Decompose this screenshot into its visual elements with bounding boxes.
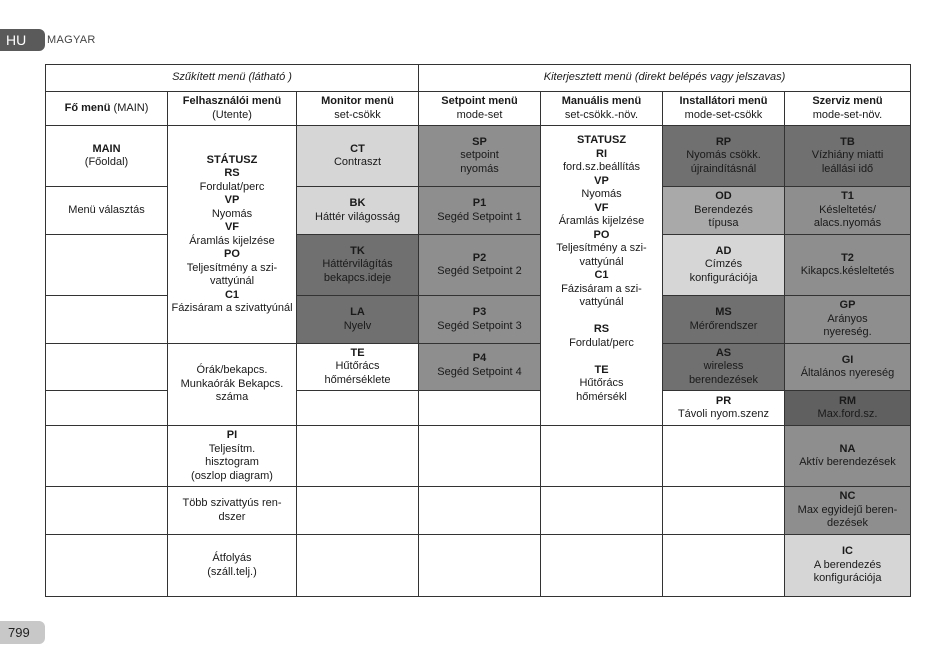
service-tb-cell: TB Vízhiány miatti leállási idő: [785, 126, 911, 187]
language-name: MAGYAR: [47, 34, 96, 46]
monitor-ct-cell: CT Contraszt: [297, 126, 419, 187]
installer-pr-cell: PR Távoli nyom.szenz: [663, 391, 785, 426]
main-empty-cell: [46, 235, 168, 296]
setpoint-p2-cell: P2 Segéd Setpoint 2: [419, 235, 541, 296]
monitor-bk-cell: BK Háttér világosság: [297, 187, 419, 235]
monitor-tk-cell: TK Háttérvilágítás bekapcs.ideje: [297, 235, 419, 296]
manual-empty-cell: [541, 487, 663, 535]
user-status-cell: STÁTUSZ RS Fordulat/perc VP Nyomás VF Áramlás kijelzése PO Teljesítmény a szi- vattyúnál C1 Fázisáram a szivattyúnál: [168, 126, 297, 344]
installer-empty-cell: [663, 487, 785, 535]
installer-rp-cell: RP Nyomás csökk. újraindításnál: [663, 126, 785, 187]
monitor-la-cell: LA Nyelv: [297, 296, 419, 344]
service-nc-cell: NC Max egyidejű beren- dezések: [785, 487, 911, 535]
service-t1-cell: T1 Késleltetés/ alacs.nyomás: [785, 187, 911, 235]
col-header-manual: Manuális menü set-csökk.-növ.: [541, 92, 663, 126]
service-ic-cell: IC A berendezés konfigurációja: [785, 535, 911, 597]
installer-empty-cell: [663, 426, 785, 487]
main-empty-cell: [46, 296, 168, 344]
col-header-setpoint: Setpoint menü mode-set: [419, 92, 541, 126]
manual-status-cell: STATUSZ RI ford.sz.beállítás VP Nyomás VF Áramlás kijelzése PO Teljesítmény a szi- vattyúnál C1 Fázisáram a szi- vattyúnál RS Fordulat/perc TE Hűtőrács hőmérsékl: [541, 126, 663, 426]
column-header-row: [46, 92, 911, 126]
setpoint-empty-cell: [419, 391, 541, 426]
setpoint-empty-cell: [419, 535, 541, 597]
setpoint-sp-cell: SP setpoint nyomás: [419, 126, 541, 187]
main-empty-cell: [46, 426, 168, 487]
monitor-te-cell: TE Hűtőrács hőmérséklete: [297, 344, 419, 391]
page-number: 799: [0, 621, 45, 644]
group-left-header: Szűkített menü (látható ): [46, 65, 419, 92]
manual-empty-cell: [541, 535, 663, 597]
table-row: [46, 426, 911, 487]
installer-empty-cell: [663, 535, 785, 597]
user-hours-cell: Órák/bekapcs. Munkaórák Bekapcs. száma: [168, 344, 297, 426]
user-flow-cell: Átfolyás (száll.telj.): [168, 535, 297, 597]
language-code: HU: [6, 32, 27, 48]
monitor-empty-cell: [297, 535, 419, 597]
service-gp-cell: GP Arányos nyereség.: [785, 296, 911, 344]
table-row: [46, 535, 911, 597]
language-badge: [0, 29, 45, 51]
main-empty-cell: [46, 391, 168, 426]
setpoint-p3-cell: P3 Segéd Setpoint 3: [419, 296, 541, 344]
table-row: [46, 487, 911, 535]
monitor-empty-cell: [297, 426, 419, 487]
table-row: [46, 344, 911, 391]
service-rm-cell: RM Max.ford.sz.: [785, 391, 911, 426]
service-gi-cell: GI Általános nyereség: [785, 344, 911, 391]
main-empty-cell: [46, 344, 168, 391]
main-cell: MAIN (Főoldal): [46, 126, 168, 187]
col-header-monitor: Monitor menü set-csökk: [297, 92, 419, 126]
user-multi-pump-cell: Több szivattyús ren- dszer: [168, 487, 297, 535]
setpoint-p4-cell: P4 Segéd Setpoint 4: [419, 344, 541, 391]
user-pi-cell: PI Teljesítm. hisztogram (oszlop diagram): [168, 426, 297, 487]
installer-ms-cell: MS Mérőrendszer: [663, 296, 785, 344]
monitor-empty-cell: [297, 487, 419, 535]
col-header-service: Szerviz menü mode-set-növ.: [785, 92, 911, 126]
table-row: [46, 126, 911, 187]
installer-od-cell: OD Berendezés típusa: [663, 187, 785, 235]
main-empty-cell: [46, 487, 168, 535]
installer-ad-cell: AD Címzés konfigurációja: [663, 235, 785, 296]
main-empty-cell: [46, 535, 168, 597]
service-t2-cell: T2 Kikapcs.késleltetés: [785, 235, 911, 296]
manual-empty-cell: [541, 426, 663, 487]
setpoint-p1-cell: P1 Segéd Setpoint 1: [419, 187, 541, 235]
setpoint-empty-cell: [419, 487, 541, 535]
service-na-cell: NA Aktív berendezések: [785, 426, 911, 487]
group-header-row: [46, 65, 911, 92]
col-header-installer: Installátori menü mode-set-csökk: [663, 92, 785, 126]
monitor-empty-cell: [297, 391, 419, 426]
col-header-user: Felhasználói menü (Utente): [168, 92, 297, 126]
group-right-header: Kiterjesztett menü (direkt belépés vagy jelszavas): [419, 65, 911, 92]
installer-as-cell: AS wireless berendezések: [663, 344, 785, 391]
col-header-main: Fő menü (MAIN): [46, 92, 168, 126]
main-menu-select-cell: Menü választás: [46, 187, 168, 235]
menu-table: [45, 64, 911, 597]
setpoint-empty-cell: [419, 426, 541, 487]
